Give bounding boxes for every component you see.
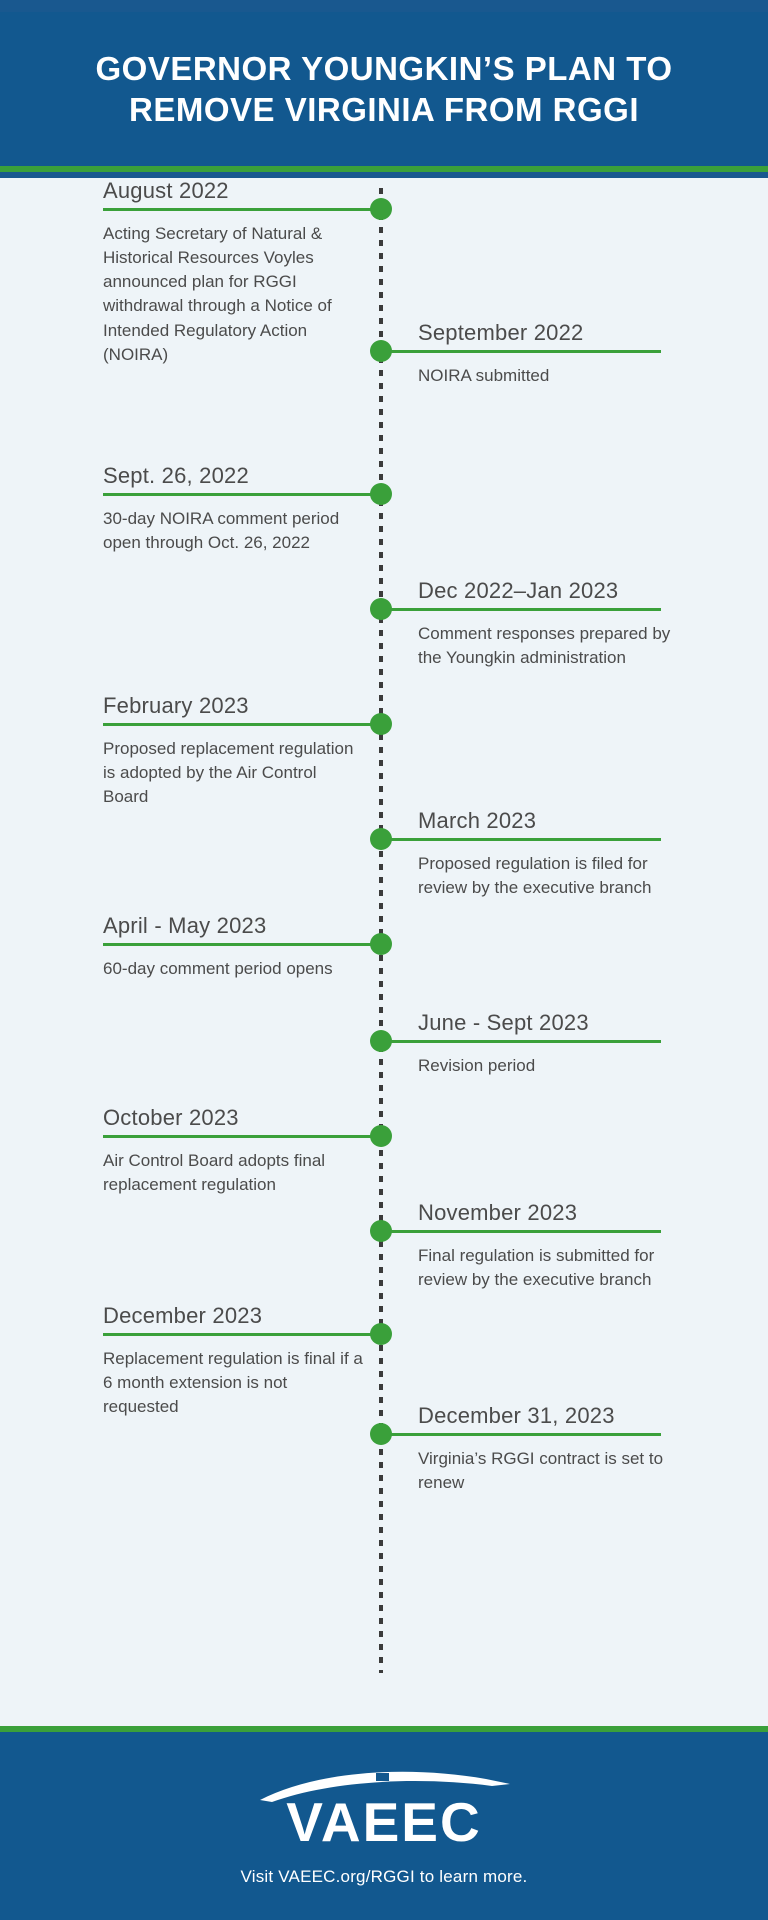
event-description: Final regulation is submitted for review by the executive branch (418, 1246, 655, 1290)
timeline-spine (379, 188, 383, 1673)
timeline-dot-icon (370, 933, 392, 955)
event-description: Revision period (418, 1056, 536, 1075)
event-date: Dec 2022–Jan 2023 (418, 578, 619, 603)
vaeec-logo (234, 1769, 534, 1861)
event-date: October 2023 (103, 1105, 239, 1130)
event-rule (103, 493, 381, 496)
timeline-dot-icon (370, 483, 392, 505)
event-rule (383, 608, 661, 611)
header-banner (0, 12, 768, 172)
timeline-dot-icon (370, 1030, 392, 1052)
event-date: August 2022 (103, 178, 229, 203)
event-date: December 2023 (103, 1303, 263, 1328)
event-date: February 2023 (103, 693, 249, 718)
event-description: Proposed regulation is filed for review by the executive branch (418, 854, 652, 898)
event-description: Proposed replacement regulation is adopted by the Air Control Board (103, 739, 354, 807)
event-description: Comment responses prepared by the Youngkin administration (418, 624, 671, 668)
timeline-dot-icon (370, 1323, 392, 1345)
event-rule (103, 943, 381, 946)
event-rule (103, 1333, 381, 1336)
event-description: 60-day comment period opens (103, 959, 333, 978)
footer-banner (0, 1726, 768, 1920)
event-description: Acting Secretary of Natural & Historical Resources Voyles announced plan for RGGI withdrawal through a Notice of Intended Regulatory Action (NOIRA) (103, 224, 332, 364)
event-rule (383, 1433, 661, 1436)
event-date: June - Sept 2023 (418, 1010, 589, 1035)
event-rule (103, 1135, 381, 1138)
event-description: NOIRA submitted (418, 366, 550, 385)
event-description: Virginia’s RGGI contract is set to renew (418, 1449, 664, 1493)
event-date: December 31, 2023 (418, 1403, 615, 1428)
event-rule (383, 838, 661, 841)
timeline-dot-icon (370, 340, 392, 362)
event-rule (103, 208, 381, 211)
event-date: April - May 2023 (103, 913, 267, 938)
timeline-dot-icon (370, 598, 392, 620)
event-rule (103, 723, 381, 726)
timeline (0, 178, 768, 1726)
event-date: September 2022 (418, 320, 584, 345)
event-rule (383, 350, 661, 353)
timeline-dot-icon (370, 1220, 392, 1242)
timeline-dot-icon (370, 1423, 392, 1445)
timeline-dot-icon (370, 713, 392, 735)
event-rule (383, 1040, 661, 1043)
event-date: Sept. 26, 2022 (103, 463, 249, 488)
footer-note: Visit VAEEC.org/RGGI to learn more. (240, 1867, 528, 1886)
event-date: November 2023 (418, 1200, 578, 1225)
event-description: 30-day NOIRA comment period open through Oct. 26, 2022 (103, 509, 340, 553)
timeline-dot-icon (370, 198, 392, 220)
timeline-dot-icon (370, 828, 392, 850)
timeline-panel (0, 178, 768, 1726)
logo-wordmark: VAEEC (286, 1791, 482, 1853)
event-description: Replacement regulation is final if a 6 month extension is not requested (103, 1349, 363, 1417)
timeline-dot-icon (370, 1125, 392, 1147)
event-description: Air Control Board adopts final replacement regulation (103, 1151, 326, 1195)
event-rule (383, 1230, 661, 1233)
event-date: March 2023 (418, 808, 537, 833)
page-title: GOVERNOR YOUNGKIN’S PLAN TO REMOVE VIRGINIA FROM RGGI (95, 49, 673, 128)
